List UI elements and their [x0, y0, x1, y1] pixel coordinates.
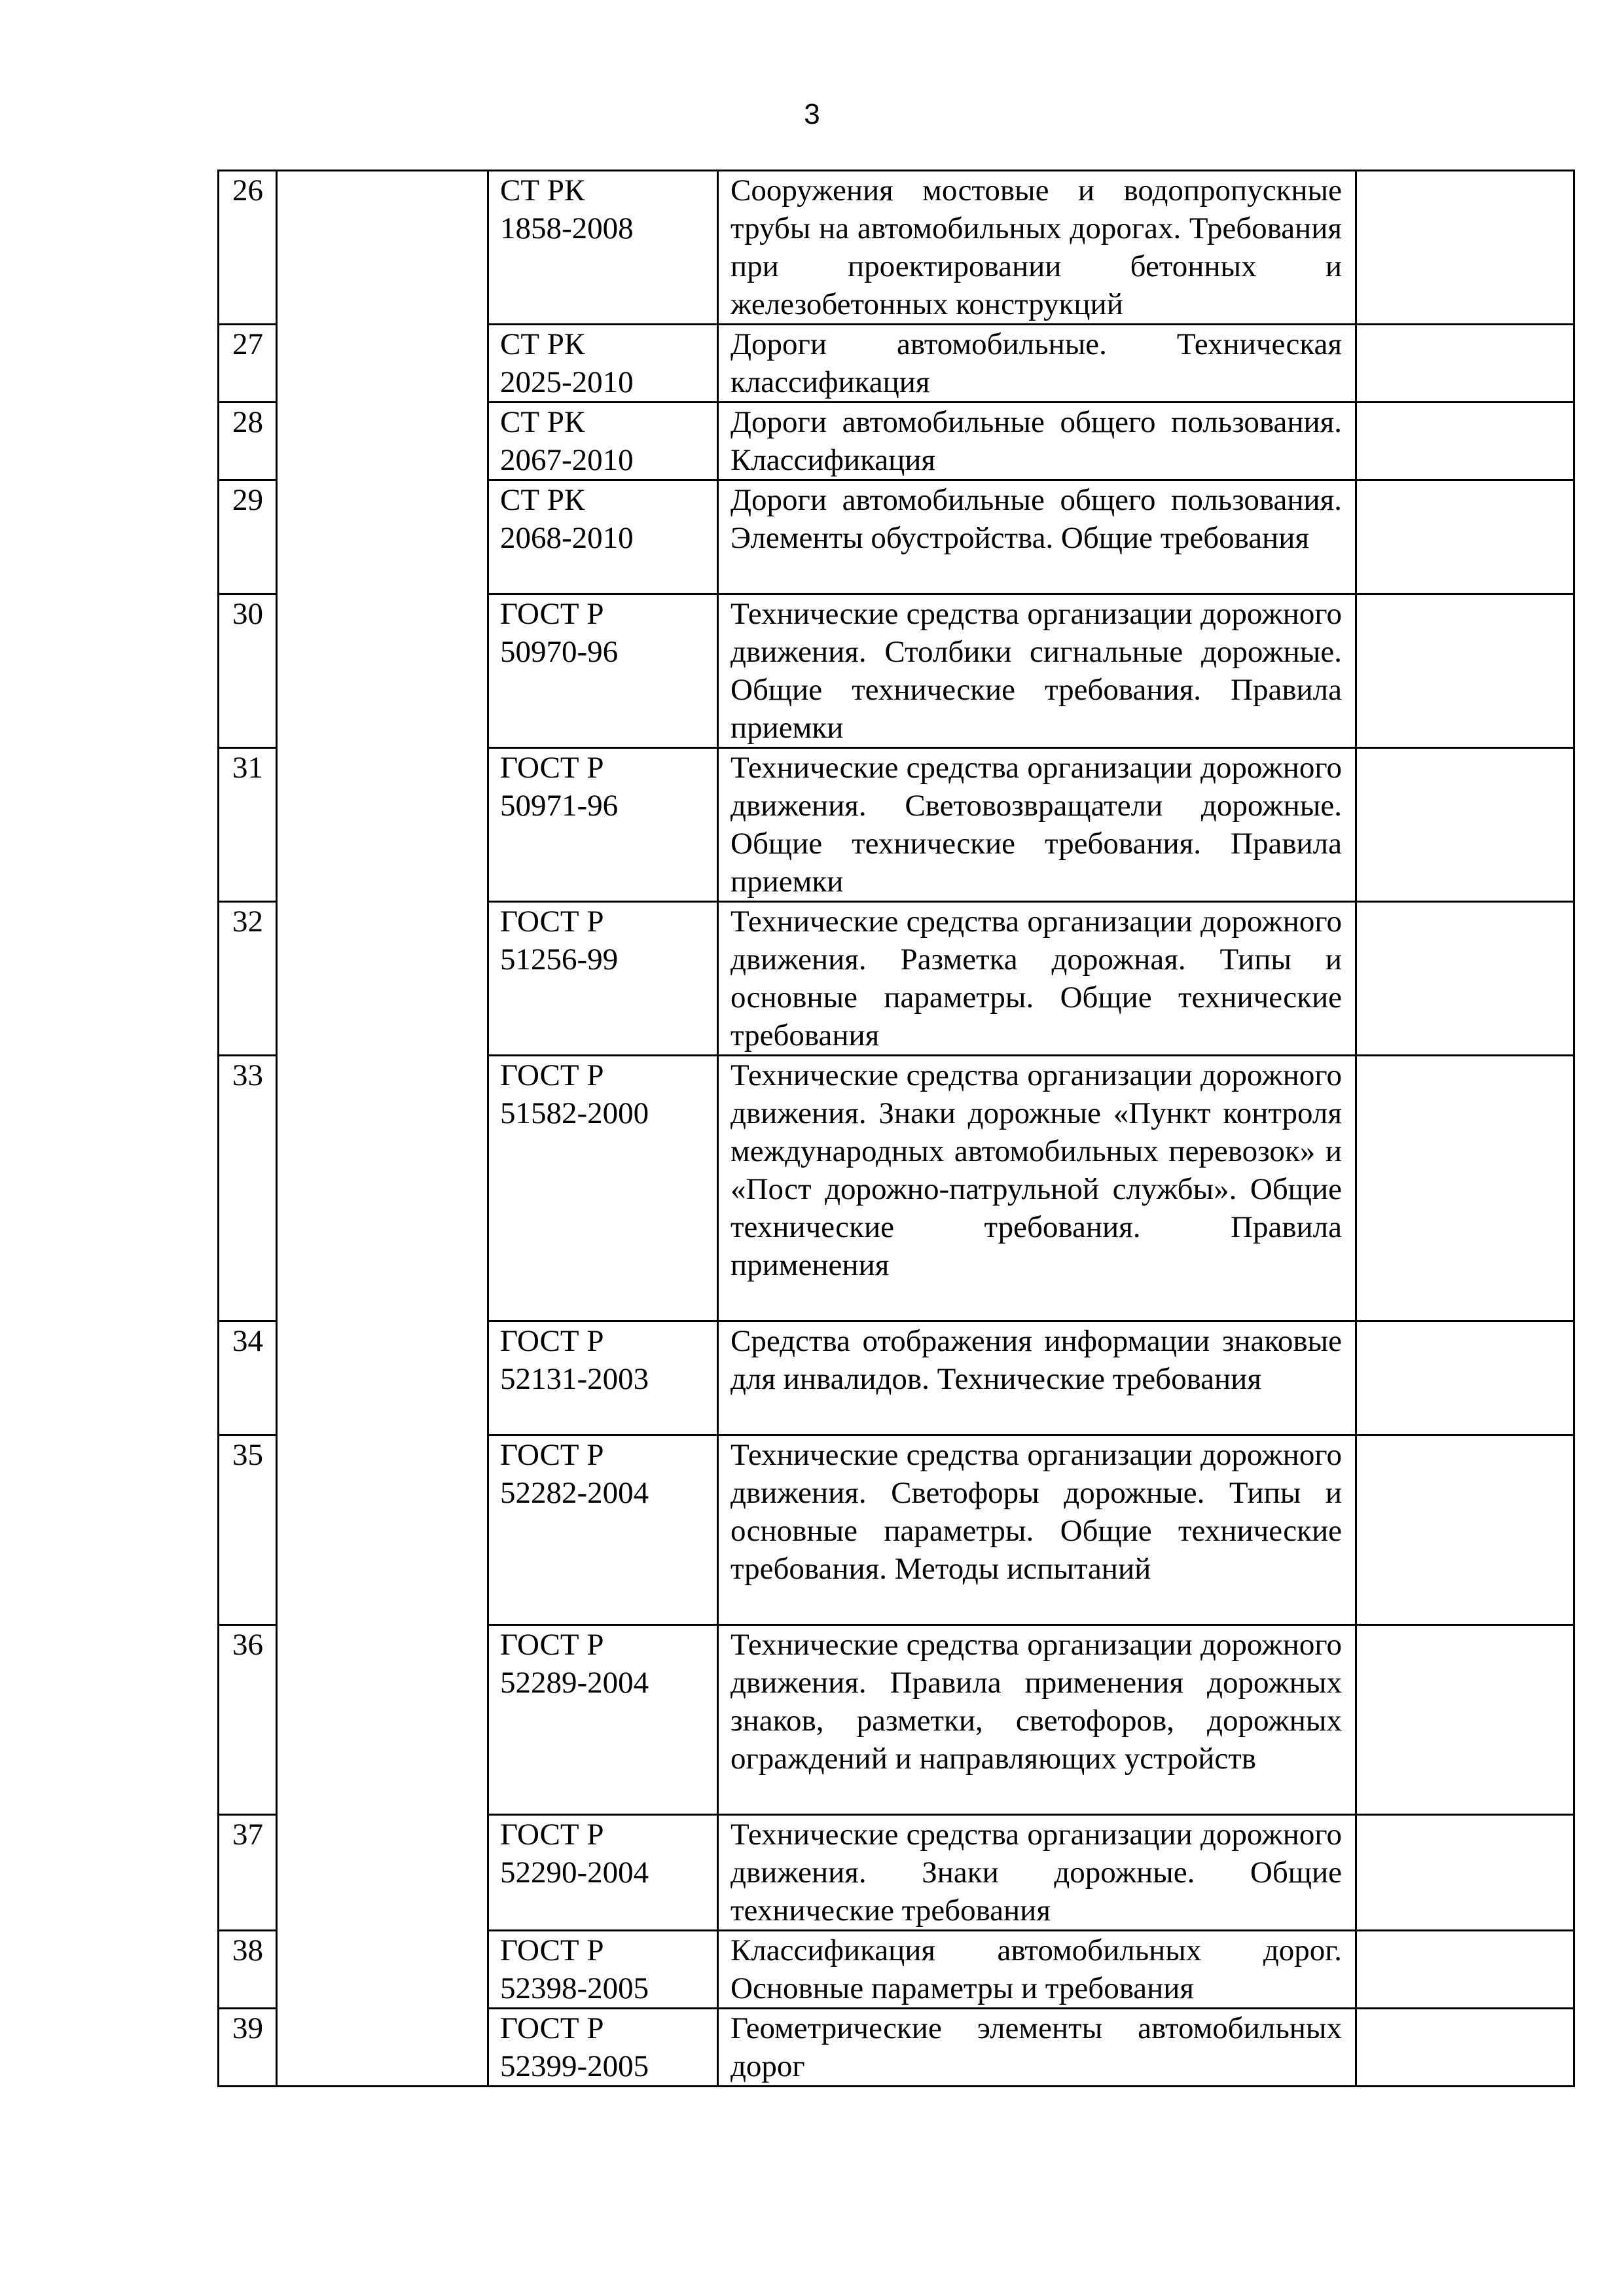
- standard-code: ГОСТ Р 52398-2005: [488, 1931, 718, 2009]
- empty-cell: [1356, 1931, 1574, 2009]
- empty-cell: [1356, 171, 1574, 325]
- table-row: [219, 171, 1574, 325]
- standard-code: СТ РК 2068-2010: [488, 480, 718, 594]
- empty-cell: [1356, 1056, 1574, 1321]
- standard-code: СТ РК 1858-2008: [488, 171, 718, 325]
- group-cell: [277, 171, 488, 2087]
- row-number: 33: [219, 1056, 277, 1321]
- row-number: 28: [219, 403, 277, 480]
- standard-title: Технические средства организации дорожного движения. Знаки дорожные. Общие технические требования: [718, 1815, 1356, 1931]
- empty-cell: [1356, 1625, 1574, 1815]
- row-number: 36: [219, 1625, 277, 1815]
- row-number: 35: [219, 1435, 277, 1625]
- empty-cell: [1356, 902, 1574, 1056]
- empty-cell: [1356, 1435, 1574, 1625]
- standard-title: Технические средства организации дорожного движения. Знаки дорожные «Пункт контроля международных автомобильных перевозок» и «Пост дорожно-патрульной службы». Общие технические требования. Правила применения: [718, 1056, 1356, 1321]
- empty-cell: [1356, 2009, 1574, 2087]
- empty-cell: [1356, 1321, 1574, 1435]
- row-number: 38: [219, 1931, 277, 2009]
- standard-code: ГОСТ Р 51256-99: [488, 902, 718, 1056]
- row-number: 27: [219, 325, 277, 403]
- standard-code: ГОСТ Р 51582-2000: [488, 1056, 718, 1321]
- empty-cell: [1356, 748, 1574, 902]
- row-number: 31: [219, 748, 277, 902]
- row-number: 39: [219, 2009, 277, 2087]
- standard-code: ГОСТ Р 52282-2004: [488, 1435, 718, 1625]
- standard-title: Технические средства организации дорожного движения. Столбики сигнальные дорожные. Общие технические требования. Правила приемки: [718, 594, 1356, 748]
- standard-code: ГОСТ Р 50971-96: [488, 748, 718, 902]
- standard-title: Дороги автомобильные общего пользования. Классификация: [718, 403, 1356, 480]
- empty-cell: [1356, 325, 1574, 403]
- row-number: 29: [219, 480, 277, 594]
- row-number: 26: [219, 171, 277, 325]
- standard-title: Дороги автомобильные общего пользования. Элементы обустройства. Общие требования: [718, 480, 1356, 594]
- empty-cell: [1356, 403, 1574, 480]
- row-number: 30: [219, 594, 277, 748]
- standard-code: ГОСТ Р 52289-2004: [488, 1625, 718, 1815]
- standard-title: Дороги автомобильные. Техническая классификация: [718, 325, 1356, 403]
- standard-code: ГОСТ Р 52131-2003: [488, 1321, 718, 1435]
- standard-title: Технические средства организации дорожного движения. Световозвращатели дорожные. Общие технические требования. Правила приемки: [718, 748, 1356, 902]
- standard-title: Технические средства организации дорожного движения. Светофоры дорожные. Типы и основные параметры. Общие технические требования. Методы испытаний: [718, 1435, 1356, 1625]
- standard-code: СТ РК 2067-2010: [488, 403, 718, 480]
- standard-title: Классификация автомобильных дорог. Основные параметры и требования: [718, 1931, 1356, 2009]
- standard-code: СТ РК 2025-2010: [488, 325, 718, 403]
- standard-title: Технические средства организации дорожного движения. Разметка дорожная. Типы и основные параметры. Общие технические требования: [718, 902, 1356, 1056]
- table-body: [219, 171, 1574, 2087]
- standard-code: ГОСТ Р 50970-96: [488, 594, 718, 748]
- standard-title: Технические средства организации дорожного движения. Правила применения дорожных знаков, разметки, светофоров, дорожных ограждений и направляющих устройств: [718, 1625, 1356, 1815]
- standard-code: ГОСТ Р 52290-2004: [488, 1815, 718, 1931]
- row-number: 32: [219, 902, 277, 1056]
- standard-title: Средства отображения информации знаковые для инвалидов. Технические требования: [718, 1321, 1356, 1435]
- page-number: 3: [804, 98, 820, 130]
- empty-cell: [1356, 480, 1574, 594]
- empty-cell: [1356, 594, 1574, 748]
- standard-title: Геометрические элементы автомобильных дорог: [718, 2009, 1356, 2087]
- standards-table: [217, 170, 1575, 2087]
- row-number: 37: [219, 1815, 277, 1931]
- row-number: 34: [219, 1321, 277, 1435]
- standard-title: Сооружения мостовые и водопропускные трубы на автомобильных дорогах. Требования при проектировании бетонных и железобетонных конструкций: [718, 171, 1356, 325]
- empty-cell: [1356, 1815, 1574, 1931]
- standard-code: ГОСТ Р 52399-2005: [488, 2009, 718, 2087]
